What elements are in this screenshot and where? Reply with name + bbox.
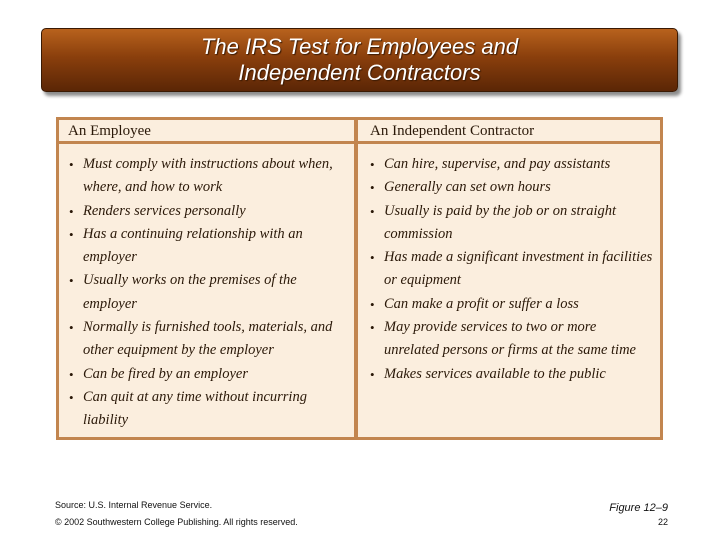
comparison-table-body [59,120,660,437]
bullet-icon: • [370,250,375,266]
employee-column-heading: An Employee [59,120,354,144]
contractor-criterion-text: May provide services to two or more unrelated persons or firms at the same time [384,319,636,359]
copyright-notice: © 2002 Southwestern College Publishing. All rights reserved. [55,517,298,527]
slide-title-line-2: Independent Contractors [238,60,481,85]
employee-criterion [59,363,354,386]
employee-criterion-text: Can be fired by an employer [83,365,248,382]
bullet-icon: • [370,157,375,172]
employee-criterion [59,223,354,270]
employee-criteria-list [59,144,354,433]
contractor-criterion-text: Can make a profit or suffer a loss [384,295,579,312]
contractor-criterion-text: Usually is paid by the job or on straight commission [384,202,616,242]
contractor-criterion [358,316,660,363]
bullet-icon: • [69,273,74,289]
bullet-icon: • [69,226,74,242]
bullet-icon: • [69,366,74,382]
contractor-criterion [358,176,660,199]
contractor-criterion [358,200,660,247]
employee-criterion [59,386,354,433]
employee-criterion-text: Can quit at any time without incurring liability [83,388,307,429]
page-number: 22 [657,517,668,527]
contractor-criterion [358,293,660,316]
slide-title-line-1: The IRS Test for Employees and [200,34,519,59]
bullet-icon: • [370,296,375,312]
figure-label: Figure 12–9 [609,502,668,514]
bullet-icon: • [69,203,74,219]
contractor-criterion-text: Makes services available to the public [384,365,606,382]
contractor-criterion-text: Has made a significant investment in facilities or equipment [384,249,653,289]
bullet-icon: • [370,366,375,382]
slide-title-bar [41,28,678,92]
bullet-icon: • [69,389,74,405]
employee-criterion-text: Renders services personally [83,202,246,219]
contractor-column-heading: An Independent Contractor [358,120,660,144]
employee-criterion-text: Normally is furnished tools, materials, and other equipment by the employer [83,319,333,359]
contractor-criterion-text: Generally can set own hours [384,179,551,196]
contractor-column [358,120,660,437]
contractor-criterion [358,246,660,293]
employee-criterion-text: Usually works on the premises of the employer [83,272,297,312]
employee-criterion [59,316,354,363]
employee-column [59,120,354,437]
employee-criterion [59,200,354,223]
contractor-criterion [358,363,660,386]
employee-criterion [59,269,354,316]
employee-criterion-text: Must comply with instructions about when, where, and how to work [83,156,333,196]
employee-criterion-text: Has a continuing relationship with an employer [83,225,303,266]
bullet-icon: • [370,320,375,336]
source-note: Source: U.S. Internal Revenue Service. [55,500,213,510]
comparison-table [56,117,663,440]
contractor-criterion [358,153,660,176]
employee-criterion [59,153,354,200]
contractor-criteria-list [358,144,660,386]
bullet-icon: • [370,203,375,219]
bullet-icon: • [69,157,74,172]
contractor-criterion-text: Can hire, supervise, and pay assistants [384,156,611,172]
bullet-icon: • [69,320,74,336]
slide-title [201,34,518,86]
bullet-icon: • [370,180,375,196]
